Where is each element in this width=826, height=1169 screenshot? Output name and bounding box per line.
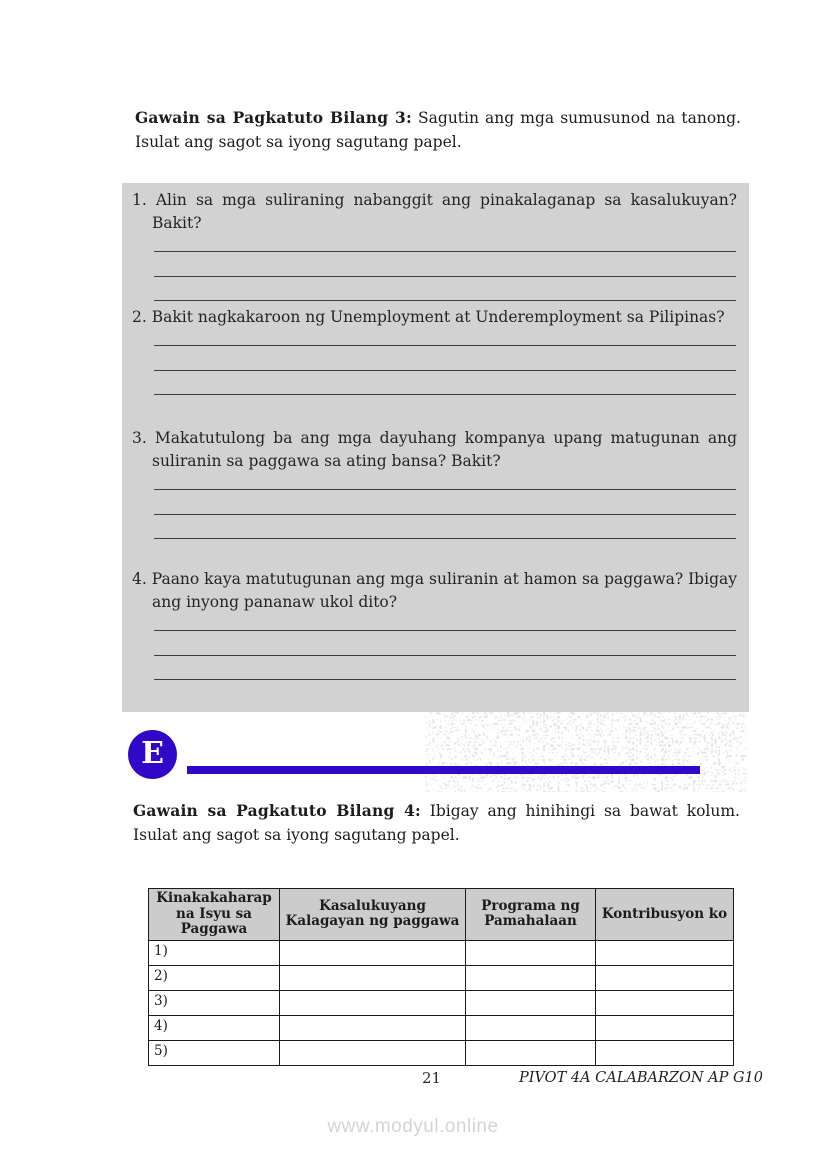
- row-label: 3): [149, 990, 280, 1015]
- row-label: 4): [149, 1015, 280, 1040]
- answer-line: [154, 276, 736, 277]
- table-row: [149, 1015, 734, 1040]
- row-label: 5): [149, 1040, 280, 1065]
- table-row: [149, 990, 734, 1015]
- answer-line: [154, 251, 736, 252]
- table-cell: [466, 940, 596, 965]
- answer-line: [154, 655, 736, 656]
- answer-line: [154, 679, 736, 680]
- table-cell: [596, 965, 734, 990]
- answer-line: [154, 489, 736, 490]
- table-cell: [596, 990, 734, 1015]
- activity3-title: Gawain sa Pagkatuto Bilang 3:: [135, 108, 412, 127]
- table-header-row: [149, 889, 734, 941]
- table-cell: [466, 1040, 596, 1065]
- scan-smudge-texture: [425, 712, 747, 792]
- table-cell: [596, 1015, 734, 1040]
- answer-line: [154, 300, 736, 301]
- table-cell: [280, 940, 466, 965]
- answer-line: [154, 538, 736, 539]
- section-marker-e: [128, 730, 177, 779]
- activity4-instructions: Ibigay ang hinihingi sa bawat kolum. Isulat ang sagot sa iyong sagutang papel.: [133, 802, 740, 844]
- table-cell: [596, 1040, 734, 1065]
- answer-line: [154, 514, 736, 515]
- table-cell: [596, 940, 734, 965]
- answer-line: [154, 630, 736, 631]
- table-row: [149, 965, 734, 990]
- table-cell: [280, 1040, 466, 1065]
- col-header-programa: Programa ng Pamahalaan: [466, 889, 596, 941]
- col-header-kalagayan: Kasalukuyang Kalagayan ng paggawa: [280, 889, 466, 941]
- activity4-title: Gawain sa Pagkatuto Bilang 4:: [133, 801, 421, 820]
- answer-line: [154, 345, 736, 346]
- module-label: PIVOT 4A CALABARZON AP G10: [518, 1070, 763, 1086]
- question-box: [122, 183, 749, 712]
- activity4-heading: [133, 799, 740, 847]
- row-label: 2): [149, 965, 280, 990]
- question-block-2: [132, 306, 737, 395]
- section-divider-line: [187, 766, 700, 774]
- section-letter: E: [141, 736, 164, 771]
- table-cell: [280, 965, 466, 990]
- activity4-table: [148, 888, 734, 1066]
- question-3-text: 3. Makatutulong ba ang mga dayuhang kompanya upang matugunan ang suliranin sa paggawa sa ating bansa? Bakit?: [132, 429, 737, 470]
- question-block-1: [132, 189, 737, 301]
- table-cell: [466, 965, 596, 990]
- table-cell: [280, 1015, 466, 1040]
- activity3-instructions: Sagutin ang mga sumusunod na tanong. Isulat ang sagot sa iyong sagutang papel.: [135, 109, 741, 151]
- watermark: www.modyul.online: [327, 1116, 499, 1137]
- question-block-3: [132, 427, 737, 539]
- table-cell: [466, 990, 596, 1015]
- row-label: 1): [149, 940, 280, 965]
- question-2-text: 2. Bakit nagkakaroon ng Unemployment at Underemployment sa Pilipinas?: [132, 308, 725, 326]
- table-cell: [280, 990, 466, 1015]
- activity3-heading: [135, 106, 741, 154]
- table-cell: [466, 1015, 596, 1040]
- answer-line: [154, 370, 736, 371]
- table-row: [149, 940, 734, 965]
- table-row: [149, 1040, 734, 1065]
- answer-line: [154, 394, 736, 395]
- question-block-4: [132, 568, 737, 680]
- question-4-text: 4. Paano kaya matutugunan ang mga suliranin at hamon sa paggawa? Ibigay ang inyong pananaw ukol dito?: [132, 570, 737, 611]
- col-header-isyu: Kinakakaharap na Isyu sa Paggawa: [149, 889, 280, 941]
- col-header-kontribusyon: Kontribusyon ko: [596, 889, 734, 941]
- page-number: 21: [422, 1069, 442, 1087]
- question-1-text: 1. Alin sa mga suliraning nabanggit ang pinakalaganap sa kasalukuyan? Bakit?: [132, 191, 737, 232]
